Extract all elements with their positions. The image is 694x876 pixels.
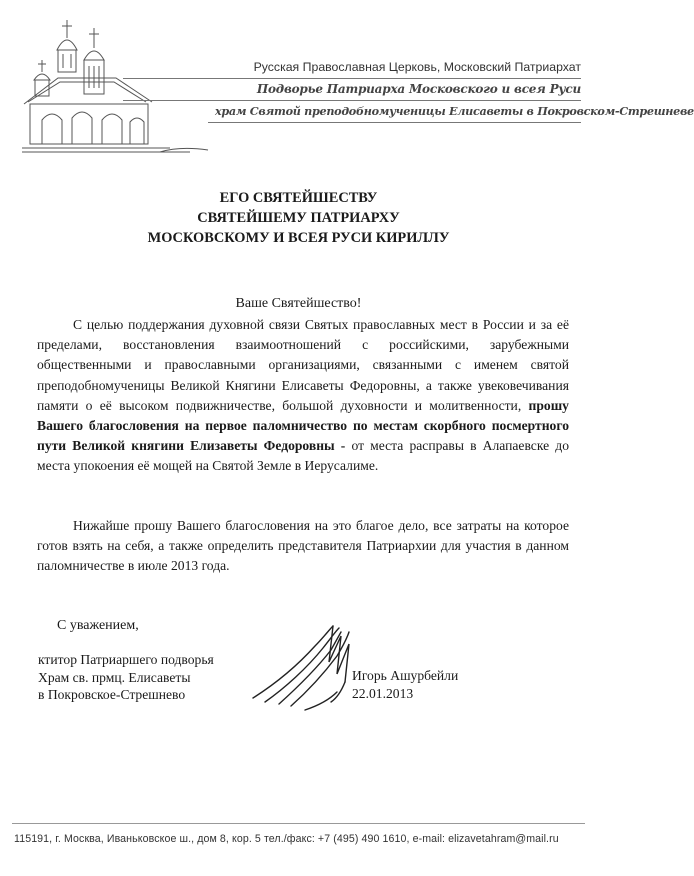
addressee-line: СВЯТЕЙШЕМУ ПАТРИАРХУ bbox=[197, 210, 400, 226]
signature-mark bbox=[245, 622, 365, 714]
header-divider bbox=[208, 122, 581, 123]
letter-paragraph bbox=[37, 315, 569, 477]
header-podvorye: Подворье Патриарха Московского и всея Руси bbox=[256, 82, 581, 96]
request-emphasis: прошу Вашего благословения на первое паломничество по местам скорбного посмертного пути Великой княгини Елизаветы Федоровны - bbox=[37, 397, 569, 454]
letter-date: 22.01.2013 bbox=[352, 685, 414, 701]
addressee-line: ЕГО СВЯТЕЙШЕСТВУ bbox=[219, 190, 378, 206]
header-church-name: Русская Православная Церковь, Московский Патриархат bbox=[253, 60, 581, 74]
signer-title: Храм св. прмц. Елисаветы bbox=[38, 669, 191, 685]
footer-contacts: 115191, г. Москва, Иваньковское ш., дом 8, кор. 5 тел./факс: +7 (495) 490 1610, e-mail: elizavetahram@mail.ru bbox=[14, 833, 559, 845]
header-divider bbox=[123, 100, 581, 101]
header-temple: храм Святой преподобномученицы Елисаветы в Покровском-Стрешневе bbox=[215, 104, 694, 118]
paragraph-text: С целью поддержания духовной связи Святых православных мест в России и за её пределами, восстановления взаимоотношений с российскими, зарубежными общественными и православными организациями, связанными с именем святой преподобномученицы Великой Княгини Елисаветы Федоровны, а также увековечивания памяти о её высоком подвижничестве, большой духовности и молитвенности, bbox=[37, 317, 569, 413]
closing: С уважением, bbox=[57, 618, 139, 633]
signer-name: Игорь Ашурбейли bbox=[352, 668, 459, 683]
letter-paragraph: Нижайше прошу Вашего благословения на это благое дело, все затраты на которое готов взять на себя, а также определить представителя Патриархии для участия в данном паломничестве в июле 2013 года. bbox=[37, 518, 569, 574]
header-divider bbox=[123, 78, 581, 79]
signer-title-block bbox=[38, 651, 214, 704]
salutation: Ваше Святейшество! bbox=[235, 296, 362, 311]
church-logo-icon bbox=[20, 18, 210, 166]
paragraph-text: от места расправы в Алапаевске до места упокоения её мощей на Святой Земле в Иерусалиме. bbox=[37, 438, 569, 474]
signer-title: ктитор Патриаршего подворья bbox=[38, 652, 214, 667]
signer-title: в Покровское-Стрешнево bbox=[38, 687, 186, 702]
footer-divider bbox=[12, 823, 585, 824]
addressee-block bbox=[0, 188, 597, 248]
addressee-line: МОСКОВСКОМУ И ВСЕЯ РУСИ КИРИЛЛУ bbox=[147, 230, 450, 246]
signer-block bbox=[352, 667, 458, 702]
